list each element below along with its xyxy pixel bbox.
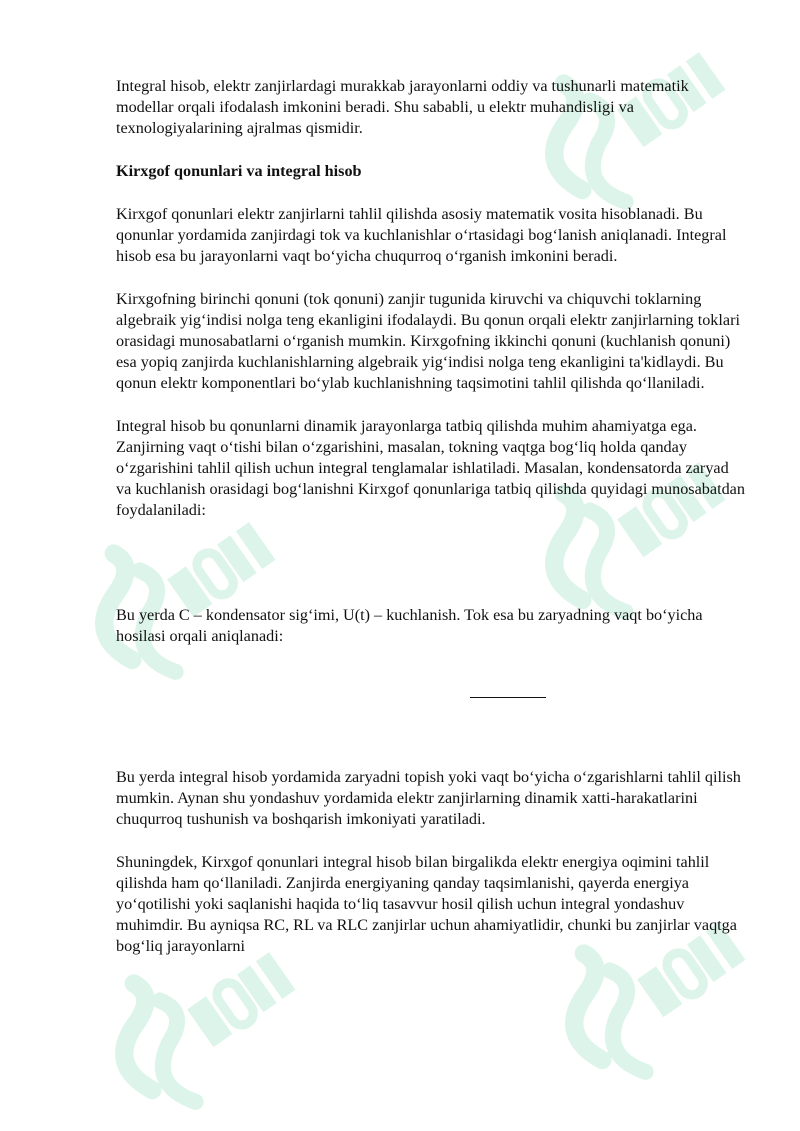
paragraph-integral-application: Integral hisob bu qonunlarni dinamik jarayonlarga tatbiq qilishda muhim ahamiyatga ega. Zanjirning vaqt o‘tishi bilan o‘zgarishini, masalan, tokning vaqtga bog‘liq holda qanday o‘zgarishini tahlil qilish uchun integral tenglamalar ishlatiladi. Masalan, kondensatorda zaryad va kuchlanish orasidagi bog‘lanishni Kirxgof qonunlariga tatbiq qilishda quyidagi munosabatdan foydalaniladi: bbox=[116, 417, 745, 519]
paragraph-energy-flow: Shuningdek, Kirxgof qonunlari integral hisob bilan birgalikda elektr energiya oqimini tahlil qilishda ham qo‘llaniladi. Zanjirda energiyaning qanday taqsimlanishi, qayerda energiya yo‘qotilishi yoki saqlanishi haqida to‘liq tasavvur hosil qilish uchun integral yondashuv muhimdir. Bu ayniqsa RC, RL va RLC zanjirlar uchun ahamiyatlidir, chunki bu zanjirlar vaqtga bog‘liq jarayonlarni bbox=[116, 853, 737, 955]
paragraph-charge-analysis: Bu yerda integral hisob yordamida zaryadni topish yoki vaqt bo‘yicha o‘zgarishlarni tahlil qilish mumkin. Aynan shu yondashuv yordamida elektr zanjirlarning dinamik xatti-harakatlarini chuqurroq tushunish va boshqarish imkoniyati yaratiladi. bbox=[116, 768, 741, 828]
paragraph-capacitor: Bu yerda C – kondensator sig‘imi, U(t) – kuchlanish. Tok esa bu zaryadning vaqt bo‘yicha hosilasi orqali aniqlanadi: bbox=[116, 606, 703, 645]
formula-placeholder bbox=[116, 521, 746, 605]
section-heading: Kirxgof qonunlari va integral hisob bbox=[116, 162, 362, 180]
paragraph-intro: Integral hisob, elektr zanjirlardagi murakkab jarayonlarni oddiy va tushunarli matematik modellar orqali ifodalash imkonini beradi. Shu sababli, u elektr muhandisligi va texnologiyalarining ajralmas qismidir. bbox=[116, 77, 689, 137]
formula-placeholder bbox=[116, 647, 746, 767]
document-body bbox=[116, 76, 746, 979]
fraction-line bbox=[470, 697, 546, 698]
paragraph-kirchhoff-overview: Kirxgof qonunlari elektr zanjirlarni tahlil qilishda asosiy matematik vosita hisoblanadi. Bu qonunlar yordamida zanjirdagi tok va kuchlanishlar o‘rtasidagi bog‘lanish aniqlanadi. Integral hisob esa bu jarayonlarni vaqt bo‘yicha chuqurroq o‘rganish imkonini beradi. bbox=[116, 205, 727, 265]
paragraph-kirchhoff-laws: Kirxgofning birinchi qonuni (tok qonuni) zanjir tugunida kiruvchi va chiquvchi toklarning algebraik yig‘indisi nolga teng ekanligini ifodalaydi. Bu qonun orqali elektr zanjirlarning toklari orasidagi munosabatlarni o‘rganish mumkin. Kirxgofning ikkinchi qonuni (kuchlanish qonuni) esa yopiq zanjirda kuchlanishlarning algebraik yig‘indisi nolga teng ekanligini ta'kidlaydi. Bu qonun elektr komponentlari bo‘ylab kuchlanishning taqsimotini tahlil qilishda qo‘llaniladi. bbox=[116, 290, 740, 392]
